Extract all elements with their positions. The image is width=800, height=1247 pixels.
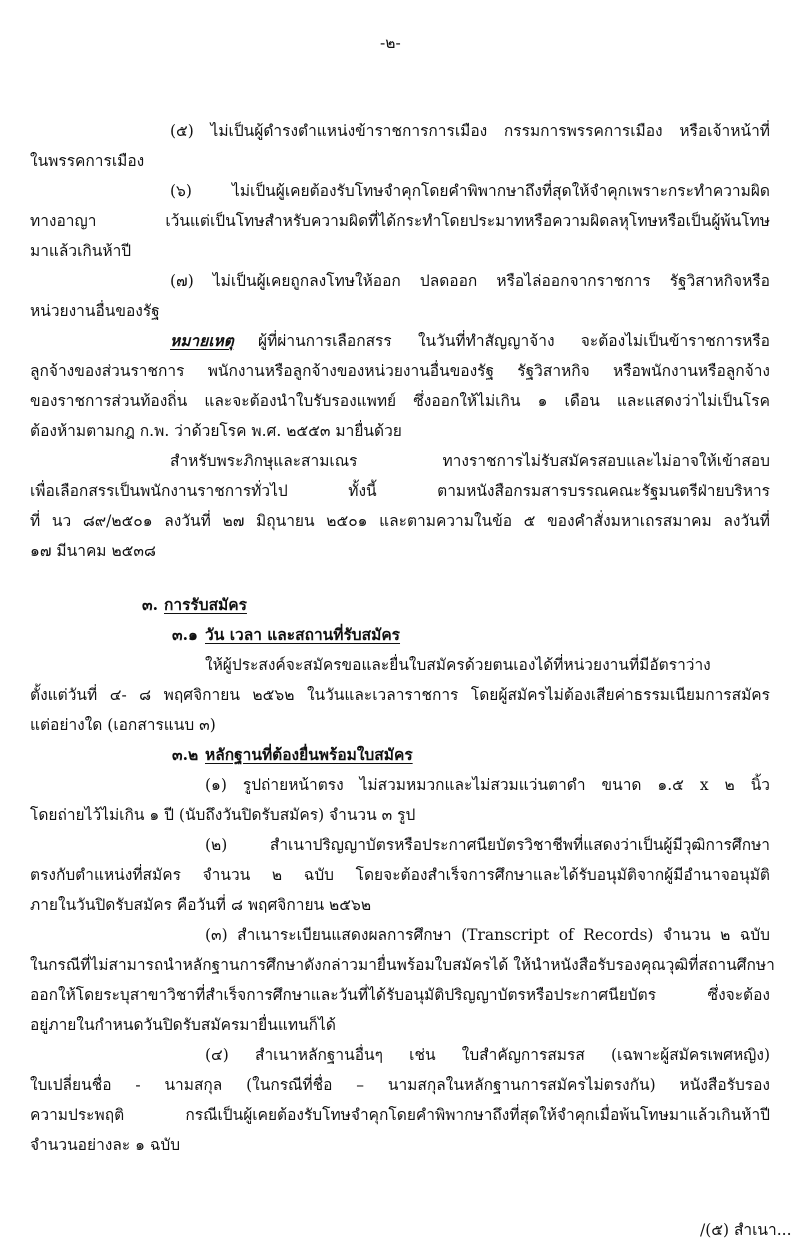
monks-line-1: สำหรับพระภิกษุและสามเณร ทางราชการไม่รับสมัครสอบและไม่อาจให้เข้าสอบ: [170, 452, 770, 470]
qualification-7-line-2: หน่วยงานอื่นของรัฐ: [30, 302, 160, 320]
section-3-number: ๓.: [142, 595, 158, 614]
note-line-1: ผู้ที่ผ่านการเลือกสรร ในวันที่ทำสัญญาจ้าง จะต้องไม่เป็นข้าราชการหรือ: [258, 332, 770, 350]
document-4-line-3: ความประพฤติ กรณีเป็นผู้เคยต้องรับโทษจำคุกโดยคำพิพากษาถึงที่สุดให้จำคุกเมื่อพ้นโทษมาแล้วเกินห้าปี: [30, 1106, 770, 1124]
section-3-title: การรับสมัคร: [164, 595, 247, 614]
qualification-5-line-1: (๕) ไม่เป็นผู้ดำรงตำแหน่งข้าราชการการเมือง กรรมการพรรคการเมือง หรือเจ้าหน้าที่: [170, 122, 770, 140]
document-3-line-2: ในกรณีที่ไม่สามารถนำหลักฐานการศึกษาดังกล่าวมายื่นพร้อมใบสมัครได้ ให้นำหนังสือรับรองคุณวุฒิที่สถานศึกษา: [30, 956, 775, 974]
qualification-7-line-1: (๗) ไม่เป็นผู้เคยถูกลงโทษให้ออก ปลดออก หรือไล่ออกจากราชการ รัฐวิสาหกิจหรือ: [170, 272, 770, 290]
qualification-6-line-3: มาแล้วเกินห้าปี: [30, 242, 132, 260]
monks-line-3: ที่ นว ๘๙/๒๕๐๑ ลงวันที่ ๒๗ มิถุนายน ๒๕๐๑ และตามความในข้อ ๕ ของคำสั่งมหาเถรสมาคม ลงวันที่: [30, 512, 770, 530]
document-2-line-3: ภายในวันปิดรับสมัคร คือวันที่ ๘ พฤศจิกายน ๒๕๖๒: [30, 896, 372, 914]
note-line-4: ต้องห้ามตามกฎ ก.พ. ว่าด้วยโรค พ.ศ. ๒๕๕๓ มายื่นด้วย: [30, 422, 402, 440]
document-4-line-2: ใบเปลี่ยนชื่อ - นามสกุล (ในกรณีที่ชื่อ – นามสกุลในหลักฐานการสมัครไม่ตรงกัน) หนังสือรับรอง: [30, 1076, 770, 1094]
section-3-1-title: วัน เวลา และสถานที่รับสมัคร: [205, 625, 401, 644]
document-1-line-2: โดยถ่ายไว้ไม่เกิน ๑ ปี (นับถึงวันปิดรับสมัคร) จำนวน ๓ รูป: [30, 806, 416, 824]
document-3-line-1: (๓) สำเนาระเบียนแสดงผลการศึกษา (Transcript of Records) จำนวน ๒ ฉบับ: [205, 926, 770, 944]
document-2-line-2: ตรงกับตำแหน่งที่สมัคร จำนวน ๒ ฉบับ โดยจะต้องสำเร็จการศึกษาและได้รับอนุมัติจากผู้มีอำนาจอนุมัติ: [30, 866, 770, 884]
qualification-6-line-2: ทางอาญา เว้นแต่เป็นโทษสำหรับความผิดที่ได้กระทำโดยประมาทหรือความผิดลหุโทษหรือเป็นผู้พ้นโทษ: [30, 212, 770, 230]
section-3-1-line-1: ให้ผู้ประสงค์จะสมัครขอและยื่นใบสมัครด้วยตนเองได้ที่หน่วยงานที่มีอัตราว่าง: [205, 656, 711, 674]
document-3-line-3: ออกให้โดยระบุสาขาวิชาที่สำเร็จการศึกษาและวันที่ได้รับอนุมัติปริญญาบัตรหรือประกาศนียบัตร ซึ่งจะต้อง: [30, 986, 770, 1004]
monks-line-4: ๑๗ มีนาคม ๒๕๓๘: [30, 542, 156, 560]
section-3-2-title: หลักฐานที่ต้องยื่นพร้อมใบสมัคร: [205, 745, 413, 764]
qualification-6-line-1: (๖) ไม่เป็นผู้เคยต้องรับโทษจำคุกโดยคำพิพากษาถึงที่สุดให้จำคุกเพราะกระทำความผิด: [170, 182, 770, 200]
document-4-line-4: จำนวนอย่างละ ๑ ฉบับ: [30, 1136, 181, 1154]
section-3-1-line-3: แต่อย่างใด (เอกสารแนบ ๓): [30, 716, 216, 734]
note-line-2: ลูกจ้างของส่วนราชการ พนักงานหรือลูกจ้างของหน่วยงานอื่นของรัฐ รัฐวิสาหกิจ หรือพนักงานหรือลูกจ้าง: [30, 362, 770, 380]
note-label: หมายเหตุ: [170, 331, 234, 350]
note-line-3: ของราชการส่วนท้องถิ่น และจะต้องนำใบรับรองแพทย์ ซึ่งออกให้ไม่เกิน ๑ เดือน และแสดงว่าไม่เป็นโรค: [30, 392, 770, 410]
document-4-line-1: (๔) สำเนาหลักฐานอื่นๆ เช่น ใบสำคัญการสมรส (เฉพาะผู้สมัครเพศหญิง): [205, 1046, 770, 1064]
page-number: -๒-: [380, 34, 401, 52]
document-3-line-4: อยู่ภายในกำหนดวันปิดรับสมัครมายื่นแทนก็ได้: [30, 1016, 336, 1034]
document-1-line-1: (๑) รูปถ่ายหน้าตรง ไม่สวมหมวกและไม่สวมแว่นตาดำ ขนาด ๑.๕ x ๒ นิ้ว: [205, 776, 770, 794]
qualification-5-line-2: ในพรรคการเมือง: [30, 152, 145, 170]
monks-line-2: เพื่อเลือกสรรเป็นพนักงานราชการทั่วไป ทั้งนี้ ตามหนังสือกรมสารบรรณคณะรัฐมนตรีฝ่ายบริหาร: [30, 482, 770, 500]
document-2-line-1: (๒) สำเนาปริญญาบัตรหรือประกาศนียบัตรวิชาชีพที่แสดงว่าเป็นผู้มีวุฒิการศึกษา: [205, 836, 770, 854]
continuation-marker: /(๕) สำเนา...: [700, 1221, 792, 1239]
section-3-2-number: ๓.๒: [172, 745, 199, 764]
section-3-1-number: ๓.๑: [172, 625, 198, 644]
section-3-1-line-2: ตั้งแต่วันที่ ๔- ๘ พฤศจิกายน ๒๕๖๒ ในวันและเวลาราชการ โดยผู้สมัครไม่ต้องเสียค่าธรรมเนียมการสมัคร: [30, 686, 770, 704]
